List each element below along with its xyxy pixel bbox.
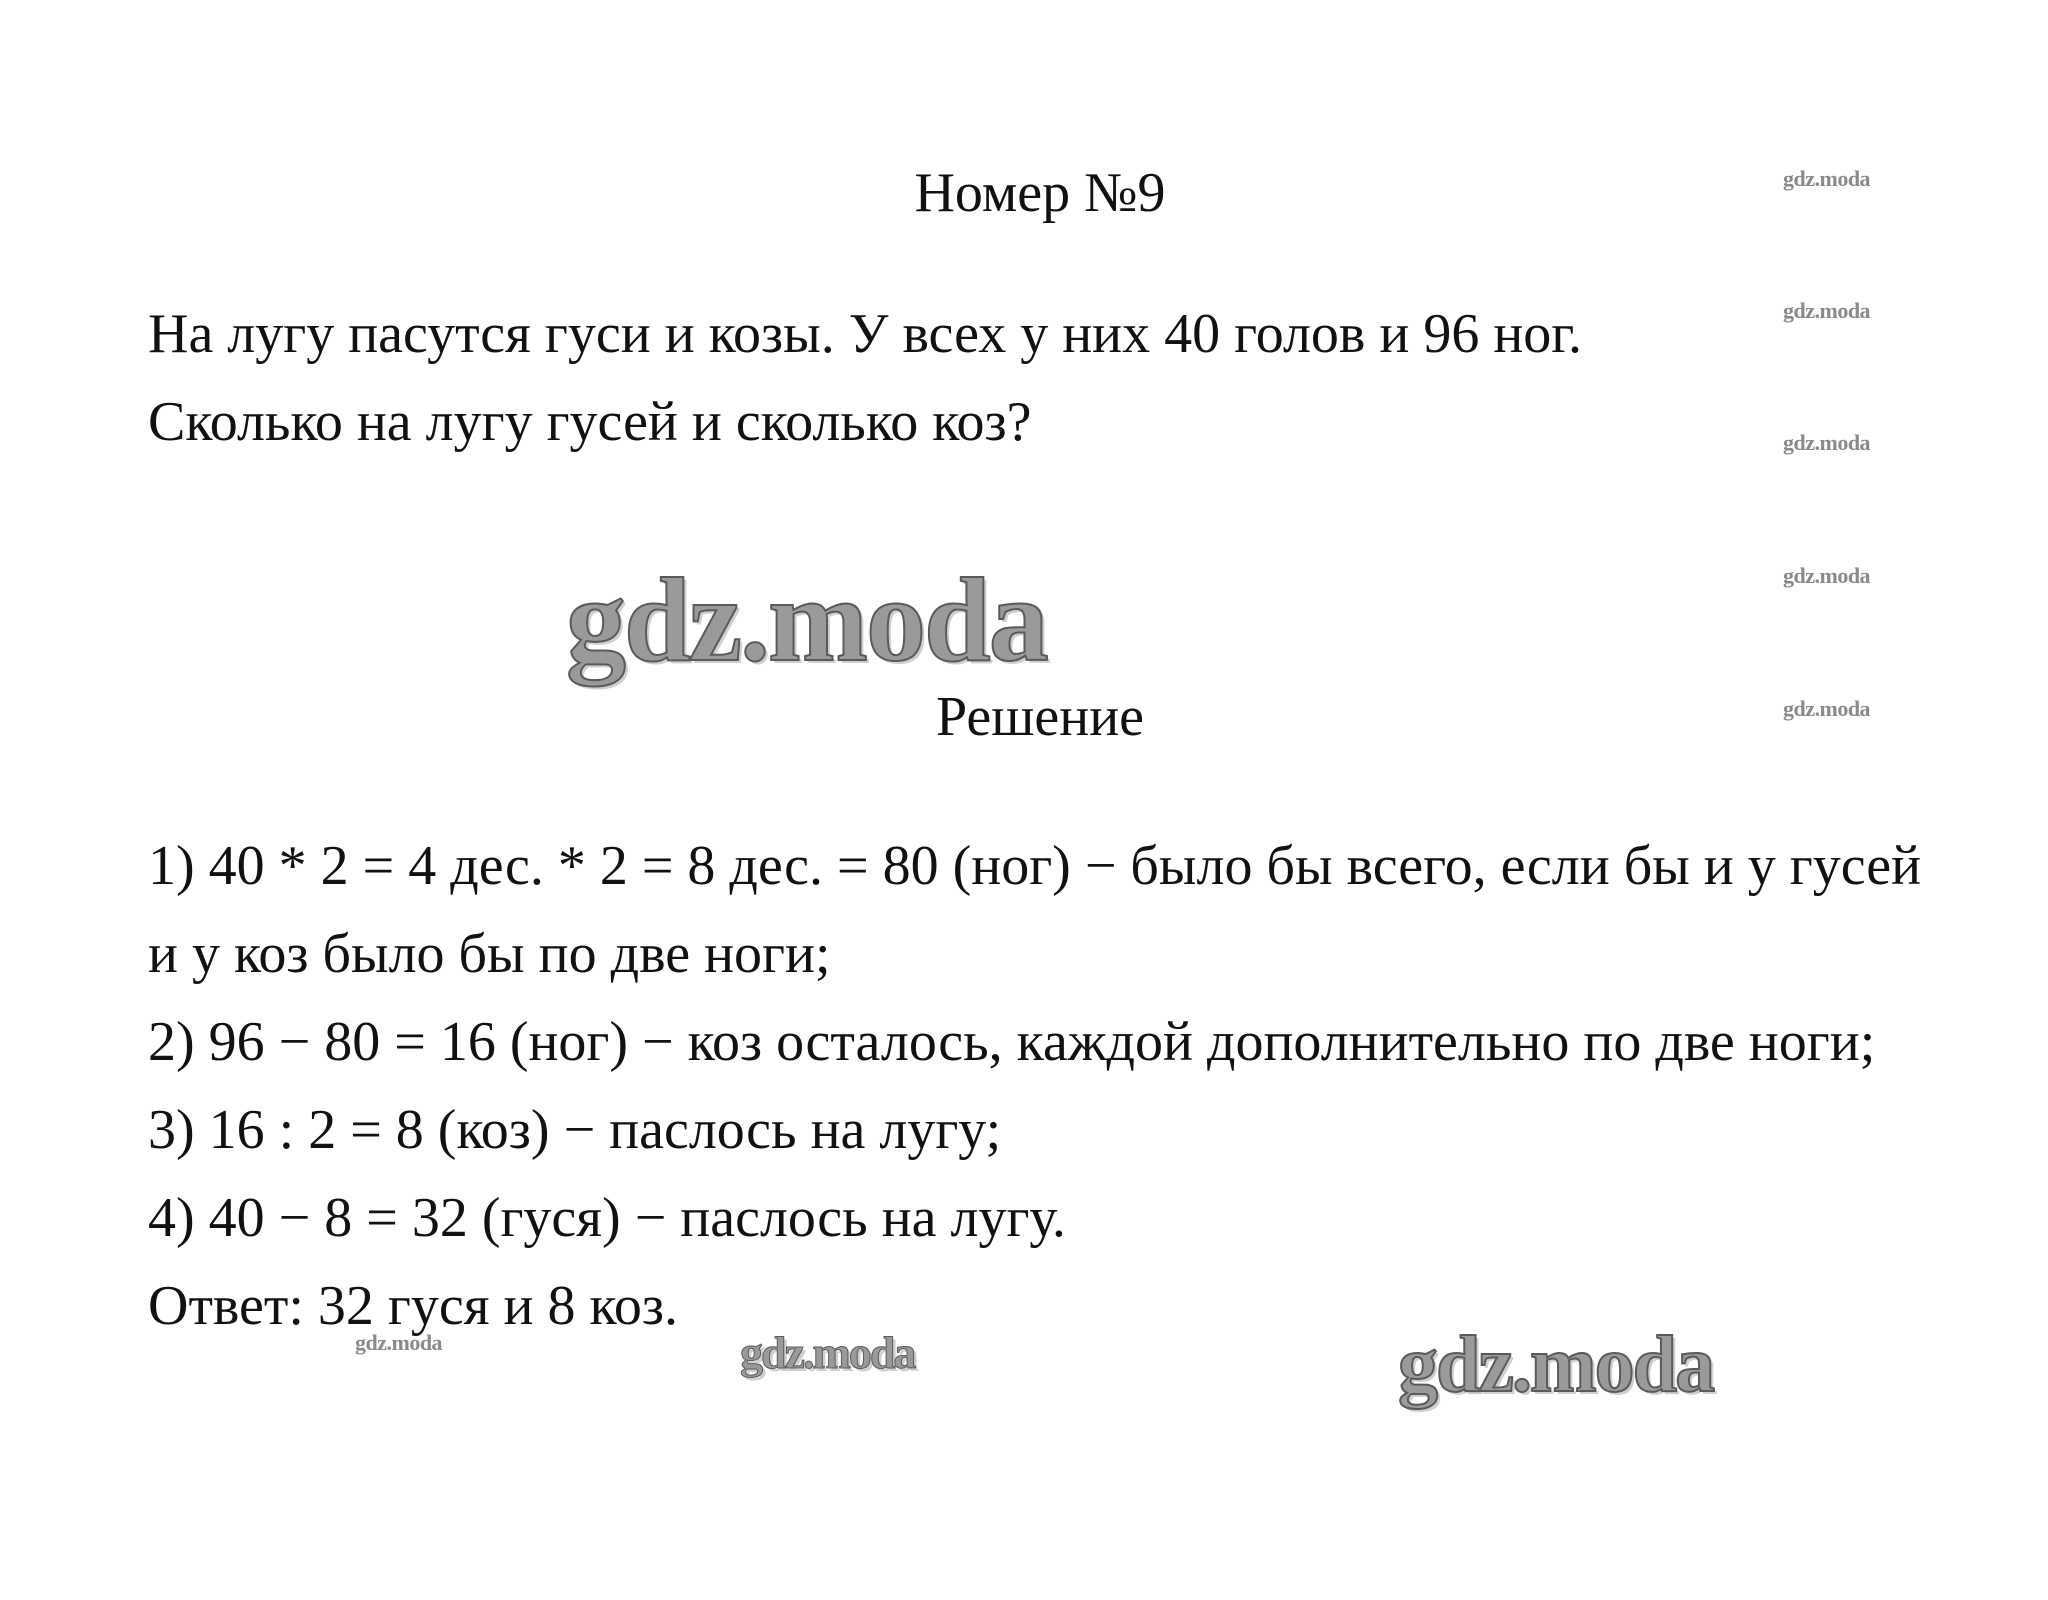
watermark-logo-medium: gdz.moda [740, 1327, 915, 1378]
solution-step: 4) 40 − 8 = 32 (гуся) − паслось на лугу. [148, 1187, 1066, 1249]
watermark-logo: gdz.moda [1783, 430, 1871, 455]
problem-line: Сколько на лугу гусей и сколько коз? [148, 391, 1032, 453]
watermark-logo: gdz.moda [355, 1330, 443, 1355]
solution-steps [148, 822, 1928, 1350]
watermark-logo: gdz.moda [1783, 166, 1871, 191]
problem-line: На лугу пасутся гуси и козы. У всех у них 40 голов и 96 ног. [148, 303, 1582, 365]
watermark-logo-large: gdz.moda [1398, 1321, 1714, 1409]
problem-text [148, 290, 1928, 466]
page-title: Номер №9 [914, 162, 1166, 224]
answer-text: Ответ: 32 гуся и 8 коз. [148, 1275, 678, 1337]
solution-step: 2) 96 − 80 = 16 (ног) − коз осталось, каждой дополнительно по две ноги; [148, 1011, 1876, 1073]
watermark-logo: gdz.moda [1783, 696, 1871, 721]
solution-heading: Решение [935, 686, 1145, 748]
solution-step: 1) 40 * 2 = 4 дес. * 2 = 8 дес. = 80 (ног) − было бы всего, если бы и у гусей и у коз было бы по две ноги; [148, 835, 1922, 985]
watermark-logo-large: gdz.moda [566, 553, 1047, 686]
watermark-logo: gdz.moda [1783, 563, 1871, 588]
solution-step: 3) 16 : 2 = 8 (коз) − паслось на лугу; [148, 1099, 1002, 1161]
watermark-logo: gdz.moda [1783, 298, 1871, 323]
